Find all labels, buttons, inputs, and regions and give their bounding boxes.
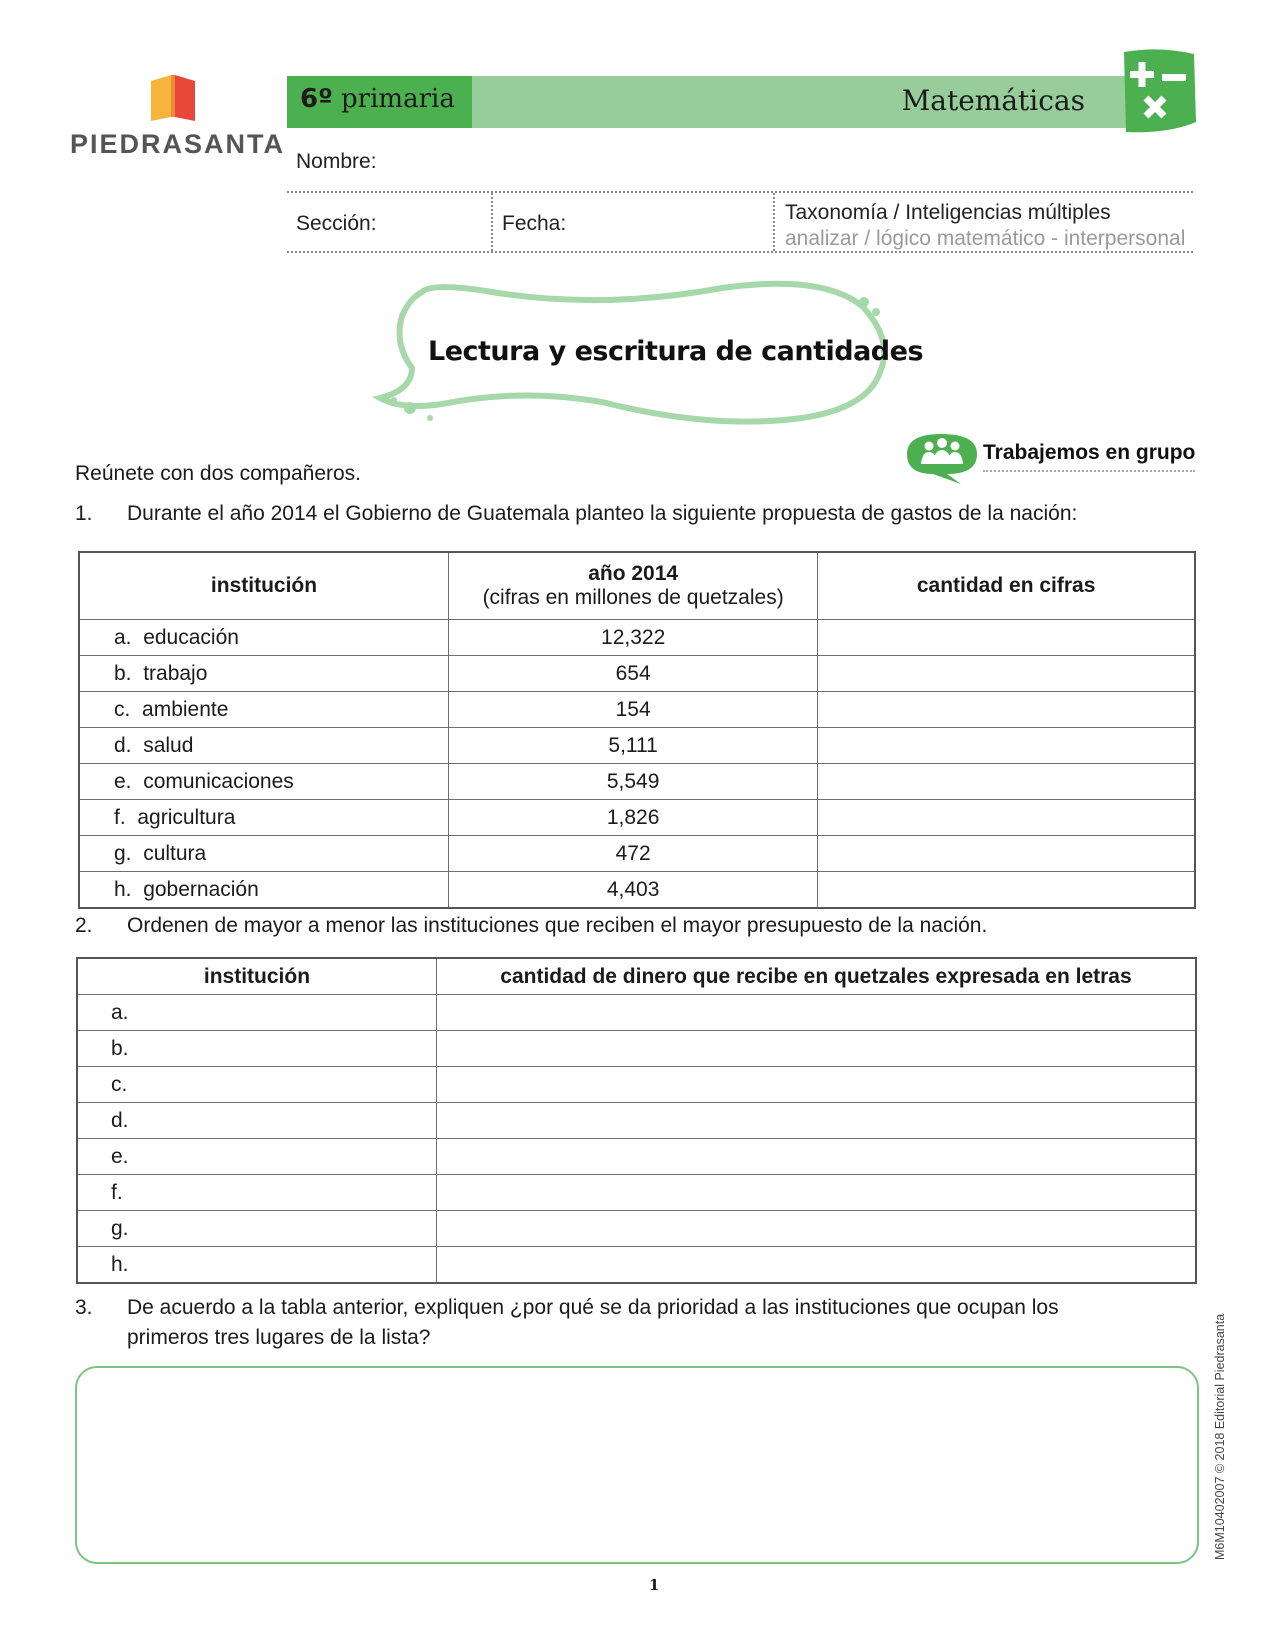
name-underline xyxy=(287,191,1193,193)
column-header: cantidad de dinero que recibe en quetzales expresada en letras xyxy=(436,958,1196,995)
budget-value: 5,549 xyxy=(449,764,818,800)
institution-cell xyxy=(79,620,449,656)
row-letter: d. xyxy=(114,733,132,757)
budget-value: 12,322 xyxy=(449,620,818,656)
budget-value: 4,403 xyxy=(449,872,818,909)
institution-name: comunicaciones xyxy=(143,769,294,793)
figures-answer-cell[interactable] xyxy=(818,764,1195,800)
institution-cell xyxy=(79,872,449,909)
date-label: Fecha: xyxy=(502,212,567,235)
column-header: institución xyxy=(77,958,436,995)
row-letter[interactable]: f. xyxy=(77,1175,436,1211)
table-row xyxy=(79,656,1195,692)
question-text: primeros tres lugares de la lista? xyxy=(127,1326,431,1349)
question-text: De acuerdo a la tabla anterior, expliquen ¿por qué se da prioridad a las instituciones que ocupan los xyxy=(127,1296,1059,1319)
row-letter[interactable]: b. xyxy=(77,1031,436,1067)
institution-name: ambiente xyxy=(142,697,229,721)
grade-number: 6º xyxy=(300,84,333,114)
figures-answer-cell[interactable] xyxy=(818,836,1195,872)
grade-label xyxy=(300,84,455,114)
subject-title: Matemáticas xyxy=(901,84,1085,117)
worksheet-title: Lectura y escritura de cantidades xyxy=(428,336,924,367)
divider xyxy=(773,193,775,251)
table-row xyxy=(77,1211,1196,1247)
group-badge-label: Trabajemos en grupo xyxy=(983,441,1196,464)
figures-answer-cell[interactable] xyxy=(818,728,1195,764)
question-text: Ordenen de mayor a menor las instituciones que reciben el mayor presupuesto de la nación. xyxy=(127,914,988,937)
figures-answer-cell[interactable] xyxy=(818,800,1195,836)
table-row xyxy=(79,800,1195,836)
group-people-icon xyxy=(903,430,981,484)
amount-in-words-cell[interactable] xyxy=(436,1067,1196,1103)
row-letter: a. xyxy=(114,625,132,649)
intro-text: Reúnete con dos compañeros. xyxy=(75,462,362,485)
column-header: cantidad en cifras xyxy=(818,552,1195,620)
table-row xyxy=(77,1031,1196,1067)
figures-answer-cell[interactable] xyxy=(818,872,1195,909)
table-row xyxy=(79,872,1195,909)
row-letter[interactable]: h. xyxy=(77,1247,436,1284)
page-number: 1 xyxy=(649,1576,660,1594)
table-row xyxy=(79,728,1195,764)
question-number: 3. xyxy=(75,1296,93,1319)
taxonomy-value: analizar / lógico matemático - interpersonal xyxy=(785,227,1186,250)
column-header: institución xyxy=(79,552,449,620)
figures-answer-cell[interactable] xyxy=(818,620,1195,656)
row-letter[interactable]: e. xyxy=(77,1139,436,1175)
amount-in-words-cell[interactable] xyxy=(436,995,1196,1031)
budget-table xyxy=(78,551,1196,909)
table-row xyxy=(79,836,1195,872)
institution-name: cultura xyxy=(143,841,207,865)
column-header-year: año 2014 xyxy=(588,562,679,585)
table-row xyxy=(79,692,1195,728)
figures-answer-cell[interactable] xyxy=(818,656,1195,692)
row-letter: h. xyxy=(114,877,132,901)
column-header xyxy=(449,552,818,620)
table-header-row xyxy=(77,958,1196,995)
answer-box[interactable] xyxy=(75,1366,1199,1564)
info-underline xyxy=(287,251,1193,253)
budget-value: 472 xyxy=(449,836,818,872)
budget-value: 1,826 xyxy=(449,800,818,836)
ranking-table xyxy=(76,957,1197,1284)
table-row xyxy=(79,764,1195,800)
institution-cell xyxy=(79,692,449,728)
row-letter[interactable]: a. xyxy=(77,995,436,1031)
row-letter[interactable]: g. xyxy=(77,1211,436,1247)
section-label: Sección: xyxy=(296,212,377,235)
institution-name: trabajo xyxy=(143,661,208,685)
amount-in-words-cell[interactable] xyxy=(436,1031,1196,1067)
table-row xyxy=(77,1247,1196,1284)
copyright-code: M6M10402007 © 2018 Editorial Piedrasanta xyxy=(1213,1313,1227,1560)
table-row xyxy=(79,620,1195,656)
column-header-units: (cifras en millones de quetzales) xyxy=(482,586,784,609)
budget-value: 5,111 xyxy=(449,728,818,764)
grade-word: primaria xyxy=(341,84,455,114)
institution-cell xyxy=(79,836,449,872)
question-text: Durante el año 2014 el Gobierno de Guatemala planteo la siguiente propuesta de gastos de la nación: xyxy=(127,502,1078,525)
institution-cell xyxy=(79,656,449,692)
amount-in-words-cell[interactable] xyxy=(436,1211,1196,1247)
row-letter[interactable]: d. xyxy=(77,1103,436,1139)
row-letter: g. xyxy=(114,841,132,865)
table-row xyxy=(77,1067,1196,1103)
name-label: Nombre: xyxy=(296,150,377,173)
taxonomy-label: Taxonomía / Inteligencias múltiples xyxy=(785,201,1111,224)
plus-minus-times-icon xyxy=(1118,48,1198,136)
budget-value: 154 xyxy=(449,692,818,728)
budget-value: 654 xyxy=(449,656,818,692)
amount-in-words-cell[interactable] xyxy=(436,1175,1196,1211)
amount-in-words-cell[interactable] xyxy=(436,1103,1196,1139)
divider xyxy=(491,193,493,251)
institution-cell xyxy=(79,800,449,836)
question-number: 1. xyxy=(75,502,93,525)
institution-cell xyxy=(79,728,449,764)
row-letter: c. xyxy=(114,697,131,721)
institution-name: salud xyxy=(143,733,194,757)
figures-answer-cell[interactable] xyxy=(818,692,1195,728)
amount-in-words-cell[interactable] xyxy=(436,1247,1196,1284)
table-row xyxy=(77,1139,1196,1175)
row-letter[interactable]: c. xyxy=(77,1067,436,1103)
institution-name: agricultura xyxy=(137,805,236,829)
table-header-row xyxy=(79,552,1195,620)
row-letter: f. xyxy=(114,805,126,829)
question-number: 2. xyxy=(75,914,93,937)
institution-name: educación xyxy=(143,625,239,649)
table-row xyxy=(77,1175,1196,1211)
table-row xyxy=(77,995,1196,1031)
row-letter: b. xyxy=(114,661,132,685)
logo-book-icon xyxy=(147,71,199,123)
table-row xyxy=(77,1103,1196,1139)
institution-name: gobernación xyxy=(143,877,259,901)
amount-in-words-cell[interactable] xyxy=(436,1139,1196,1175)
group-badge-underline xyxy=(983,470,1195,472)
row-letter: e. xyxy=(114,769,132,793)
brand-logo-text: PIEDRASANTA xyxy=(70,129,286,159)
institution-cell xyxy=(79,764,449,800)
